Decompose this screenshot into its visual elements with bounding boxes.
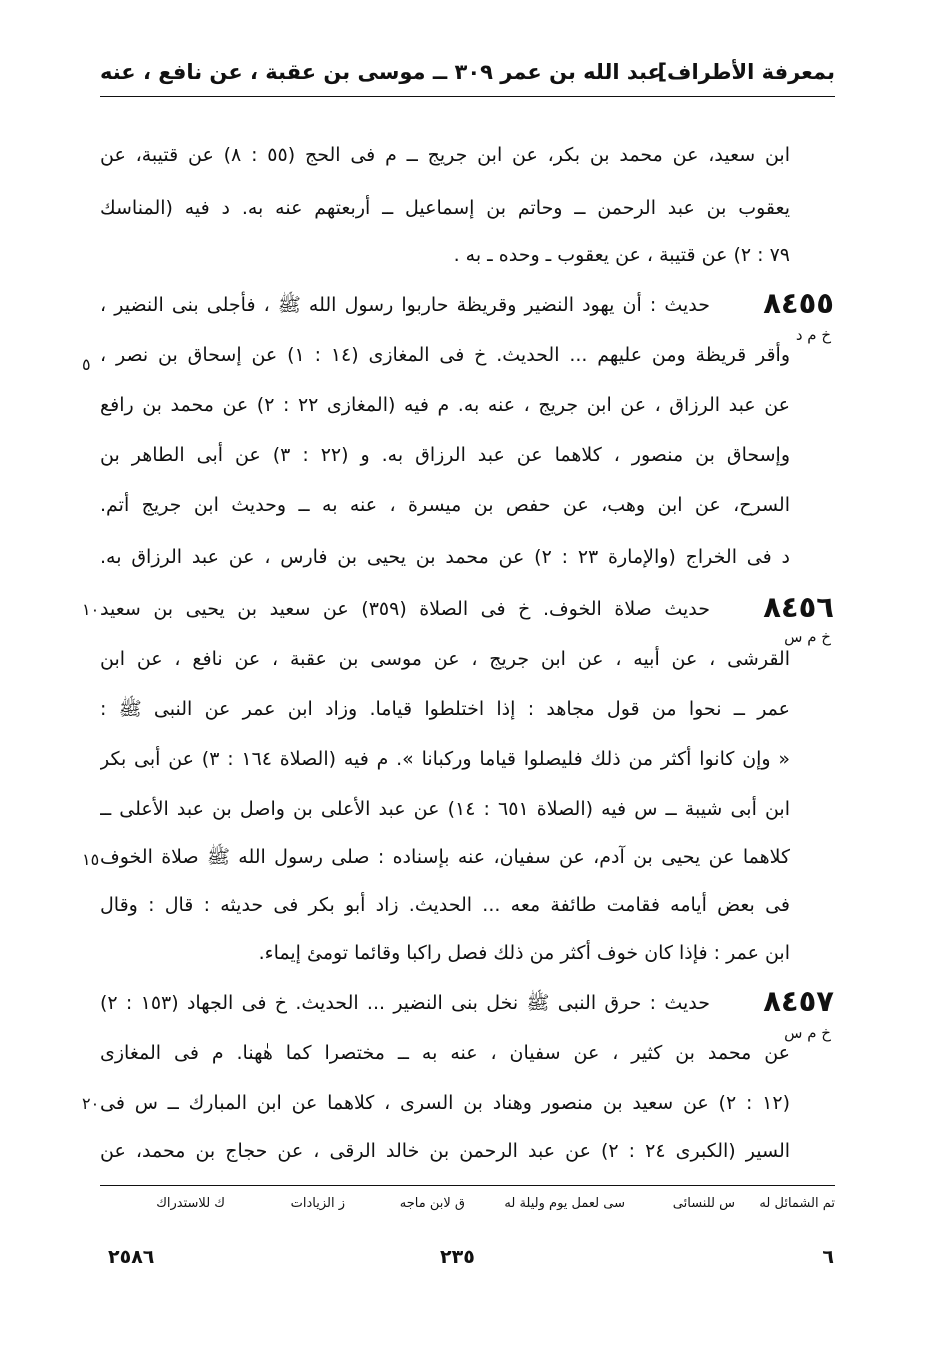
text-line: ابن أبى شيبة ــ س فيه (الصلاة ٦٥١ : ١٤) عن عبد الأعلى بن واصل بن عبد الأعلى ــ	[100, 798, 790, 820]
page-number: ٢٣٥	[440, 1246, 475, 1268]
legend-item: ز الزيادات	[290, 1196, 345, 1211]
footer-right-number: ٦	[822, 1246, 834, 1268]
text-line: يعقوب بن عبد الرحمن ــ وحاتم بن إسماعيل ــ أربعتهم عنه به. د فيه (المناسك	[100, 197, 790, 219]
line-number: ٥	[82, 355, 91, 374]
legend-item: ك للاستدراك	[156, 1196, 225, 1211]
sigla-legend	[100, 1196, 835, 1222]
line-number: ١٠	[82, 600, 100, 619]
text-line: السرح، عن ابن وهب، عن حفص بن ميسرة ، عنه به ــ وحديث ابن جريج أتم.	[100, 494, 790, 516]
text-line: « وإن كانوا أكثر من ذلك فليصلوا قياما وركبانا ». م فيه (الصلاة ١٦٤ : ٣) عن أبى بكر	[100, 748, 790, 770]
text-line: (١٢ : ٢) عن سعيد بن منصور وهناد بن السرى ، كلاهما عن ابن المبارك ــ س فى	[100, 1092, 790, 1114]
line-number: ١٥	[82, 850, 100, 869]
text-line: ابن عمر : فإذا كان خوف أكثر من ذلك فصل راكبا وقائما تومئ إيماء.	[258, 942, 790, 964]
footer-left-number: ٢٥٨٦	[108, 1246, 155, 1268]
legend-item: سى لعمل يوم وليلة له	[504, 1196, 625, 1211]
text-line: ابن سعيد، عن محمد بن بكر، عن ابن جريج ــ م فى الحج (٥٥ : ٨) عن قتيبة، عن	[100, 144, 790, 166]
line-number: ٢٠	[82, 1094, 100, 1113]
text-line: حديث صلاة الخوف. خ فى الصلاة (٣٥٩) عن سعيد بن يحيى بن سعيد	[100, 598, 710, 620]
hadith-number: ٨٤٥٥	[763, 286, 834, 320]
text-line: عمر ــ نحوا من قول مجاهد : إذا اختلطوا قياما. وزاد ابن عمر عن النبى ﷺ :	[100, 698, 790, 720]
hadith-number: ٨٤٥٧	[763, 984, 834, 1018]
text-line: وإسحاق بن منصور ، كلاهما عن عبد الرزاق به. و (٢٢ : ٣) عن أبى الطاهر بن	[100, 444, 790, 466]
text-line: حديث : حرق النبى ﷺ نخل بنى النضير ... الحديث. خ فى الجهاد (١٥٣ : ٢)	[100, 992, 710, 1014]
footnote-rule	[100, 1185, 835, 1186]
hadith-sigla: خ م س	[784, 628, 831, 646]
text-line: ٧٩ : ٢) عن قتيبة ، عن يعقوب ـ وحده ـ به .	[453, 244, 790, 266]
legend-item: س للنسائى	[672, 1196, 735, 1211]
text-line: حديث : أن يهود النضير وقريظة حاربوا رسول الله ﷺ ، فأجلى بنى النضير ،	[100, 294, 710, 316]
hadith-number: ٨٤٥٦	[763, 590, 834, 624]
text-line: عن عبد الرزاق ، عن ابن جريج ، عنه به. م فيه (المغازى ٢٢ : ٢) عن محمد بن رافع	[100, 394, 790, 416]
header-isnad: عبد الله بن عمر ٣٠٩ ــ موسى بن عقبة ، عن نافع ، عنه	[100, 60, 662, 84]
text-line: وأقر قريظة ومن عليهم ... الحديث. خ فى المغازى (١٤ : ١) عن إسحاق بن نصر ،	[100, 344, 790, 366]
hadith-sigla: خ م د	[795, 326, 831, 344]
header-book-title: بمعرفة الأطراف]	[657, 60, 835, 84]
text-line: فى بعض أيامه فقامت طائفة معه ... الحديث. زاد أبو بكر فى حديثه : قال : وقال	[100, 894, 790, 916]
text-line: د فى الخراج (والإمارة ٢٣ : ٢) عن محمد بن يحيى بن فارس ، عن عبد الرزاق به.	[100, 546, 790, 568]
legend-item: تم الشمائل له	[759, 1196, 835, 1211]
text-line: كلاهما عن يحيى بن آدم، عن سفيان، عنه بإسناده : صلى رسول الله ﷺ صلاة الخوف	[100, 846, 790, 868]
text-line: عن محمد بن كثير ، عن سفيان ، عنه به ــ مختصرا كما هٰهنا. م فى المغازى	[100, 1042, 790, 1064]
text-line: السير (الكبرى ٢٤ : ٢) عن عبد الرحمن بن خالد الرقى ، عن حجاج بن محمد، عن	[100, 1140, 790, 1162]
running-header	[100, 52, 835, 96]
hadith-sigla: خ م س	[784, 1024, 831, 1042]
text-line: القرشى ، عن أبيه ، عن ابن جريج ، عن موسى بن عقبة ، عن نافع ، عن ابن	[100, 648, 790, 670]
legend-item: ق لابن ماجه	[399, 1196, 465, 1211]
header-rule	[100, 96, 835, 97]
